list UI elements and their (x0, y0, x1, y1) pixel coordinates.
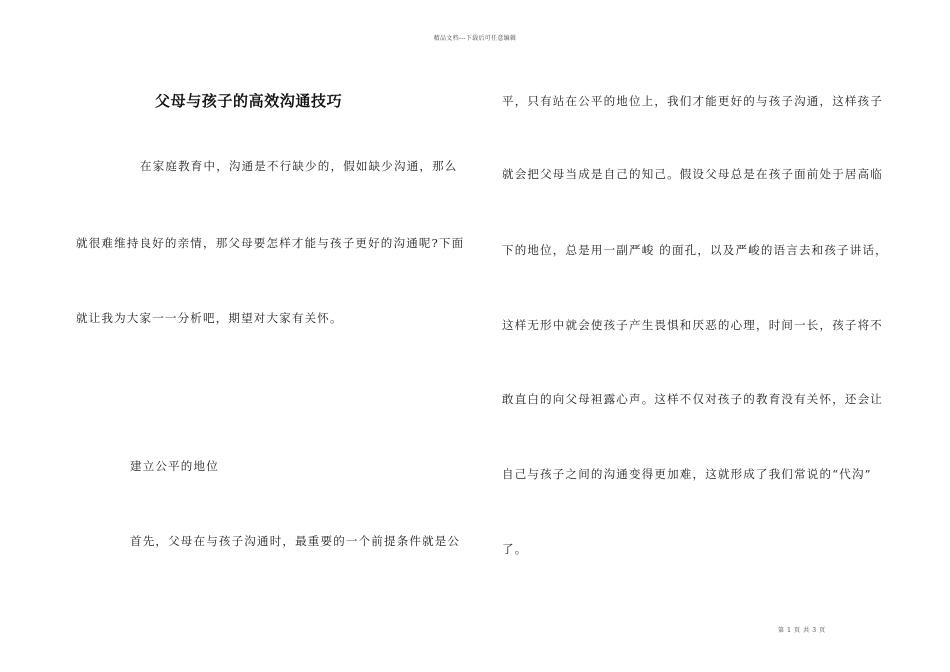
left-paragraph-line-3: 就让我为大家一一分析吧，期望对大家有关怀。 (76, 311, 343, 325)
section-heading: 建立公平的地位 (130, 459, 219, 473)
right-paragraph-line-2: 就会把父母当成是自己的知己。假设父母总是在孩子面前处于居高临 (502, 167, 883, 181)
right-paragraph-line-3: 下的地位，总是用一副严峻 的面孔，以及严峻的语言去和孩子讲话， (502, 243, 888, 257)
header-note: 精品文档---下载后可任意编辑 (433, 35, 517, 42)
right-paragraph-line-6: 自己与孩子之间的沟通变得更加难，这就形成了我们常说的“代沟” (502, 467, 872, 481)
article-title: 父母与孩子的高效沟通技巧 (155, 92, 343, 110)
right-paragraph-line-5: 敢直白的向父母袒露心声。这样不仅对孩子的教育没有关怀，还会让 (502, 392, 883, 406)
left-paragraph-line-4: 首先，父母在与孩子沟通时，最重要的一个前提条件就是公 (130, 534, 461, 548)
right-paragraph-line-4: 这样无形中就会使孩子产生畏惧和厌恶的心理，时间一长，孩子将不 (502, 318, 883, 332)
right-paragraph-line-7: 了。 (502, 542, 528, 556)
left-paragraph-line-1: 在家庭教育中，沟通是不行缺少的，假如缺少沟通，那么 (140, 159, 458, 173)
left-paragraph-line-2: 就很难维持良好的亲情，那父母要怎样才能与孩子更好的沟通呢?下面 (76, 236, 465, 250)
page-number: 第 1 页 共 3 页 (778, 627, 826, 634)
right-paragraph-line-1: 平，只有站在公平的地位上，我们才能更好的与孩子沟通，这样孩子 (502, 94, 883, 108)
